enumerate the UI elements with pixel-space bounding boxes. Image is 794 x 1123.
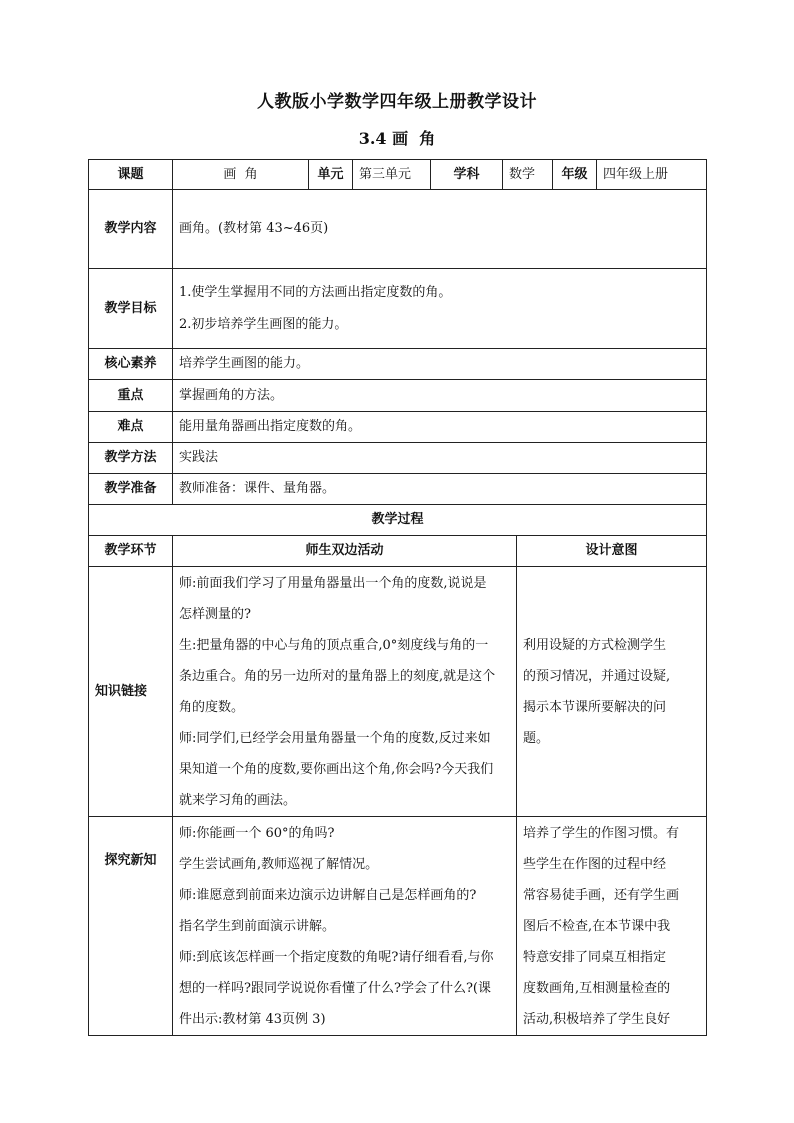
subject-label: 学科 <box>431 160 503 190</box>
competency-label: 核心素养 <box>89 349 173 380</box>
content-label: 教学内容 <box>89 190 173 269</box>
activity-line: 师:谁愿意到前面来边演示边讲解自己是怎样画角的? <box>179 887 477 903</box>
preparation-row <box>89 474 707 505</box>
process-section-title: 教学过程 <box>89 505 707 536</box>
activity-line: 果知道一个角的度数,要你画出这个角,你会吗?今天我们 <box>179 761 494 777</box>
difficulty-label: 难点 <box>89 412 173 443</box>
unit-value: 第三单元 <box>353 160 431 190</box>
activity-line: 条边重合。角的另一边所对的量角器上的刻度,就是这个 <box>179 668 496 684</box>
stage-intent <box>517 567 707 817</box>
activity-line: 件出示:教材第 43页例 3) <box>179 1011 326 1027</box>
method-label: 教学方法 <box>89 443 173 474</box>
content-row <box>89 190 707 269</box>
activity-line: 角的度数。 <box>179 699 245 715</box>
intent-header: 设计意图 <box>517 536 707 567</box>
objectives-value <box>173 269 707 349</box>
document-title: 人教版小学数学四年级上册教学设计 <box>257 92 537 112</box>
intent-line: 的预习情况，并通过设疑, <box>523 668 671 684</box>
stage-header: 教学环节 <box>89 536 173 567</box>
lesson-plan-table <box>88 159 707 1036</box>
stage-activity <box>173 567 517 817</box>
intent-line: 些学生在作图的过程中经 <box>523 856 667 872</box>
topic-label: 课题 <box>89 160 173 190</box>
stage-activity <box>173 817 517 1036</box>
difficulty-value: 能用量角器画出指定度数的角。 <box>173 412 707 443</box>
activity-line: 师:到底该怎样画一个指定度数的角呢?请仔细看看,与你 <box>179 949 494 965</box>
activity-line: 生:把量角器的中心与角的顶点重合,0°刻度线与角的一 <box>179 637 489 653</box>
key-point-label: 重点 <box>89 380 173 412</box>
activity-line: 怎样测量的? <box>179 606 251 622</box>
intent-line: 利用设疑的方式检测学生 <box>523 637 667 653</box>
difficulty-row <box>89 412 707 443</box>
stage-row-explore <box>89 817 707 1036</box>
competency-value: 培养学生画图的能力。 <box>173 349 707 380</box>
activity-line: 师:前面我们学习了用量角器量出一个角的度数,说说是 <box>179 575 487 591</box>
activity-line: 想的一样吗?跟同学说说你看懂了什么?学会了什么?(课 <box>179 980 491 996</box>
unit-label: 单元 <box>309 160 353 190</box>
objectives-label: 教学目标 <box>89 269 173 349</box>
intent-line: 常容易徒手画，还有学生画 <box>523 887 680 903</box>
competency-row <box>89 349 707 380</box>
objective-line: 2.初步培养学生画图的能力。 <box>179 316 348 332</box>
process-header-row <box>89 536 707 567</box>
topic-value: 画 角 <box>173 160 309 190</box>
grade-label: 年级 <box>553 160 597 190</box>
grade-value: 四年级上册 <box>597 160 707 190</box>
activity-line: 师:你能画一个 60°的角吗? <box>179 825 335 841</box>
objective-line: 1.使学生掌握用不同的方法画出指定度数的角。 <box>179 284 452 300</box>
activity-line: 学生尝试画角,教师巡视了解情况。 <box>179 856 379 872</box>
intent-line: 题。 <box>523 730 550 746</box>
activity-header: 师生双边活动 <box>173 536 517 567</box>
subject-value: 数学 <box>503 160 553 190</box>
key-point-row <box>89 380 707 412</box>
method-value: 实践法 <box>173 443 707 474</box>
intent-line: 揭示本节课所要解决的问 <box>523 699 667 715</box>
intent-line: 培养了学生的作图习惯。有 <box>523 825 680 841</box>
activity-line: 就来学习角的画法。 <box>179 792 297 808</box>
stage-intent <box>517 817 707 1036</box>
objectives-row <box>89 269 707 349</box>
activity-line: 指名学生到前面演示讲解。 <box>179 918 336 934</box>
content-value: 画角。(教材第 43~46页) <box>173 190 707 269</box>
preparation-label: 教学准备 <box>89 474 173 505</box>
info-row <box>89 160 707 190</box>
lesson-subtitle: 3.4 画 角 <box>358 129 436 148</box>
stage-name: 探究新知 <box>89 817 173 1036</box>
process-section-row <box>89 505 707 536</box>
intent-line: 度数画角,互相测量检查的 <box>523 980 671 996</box>
intent-line: 图后不检查,在本节课中我 <box>523 918 671 934</box>
method-row <box>89 443 707 474</box>
key-point-value: 掌握画角的方法。 <box>173 380 707 412</box>
intent-line: 活动,积极培养了学生良好 <box>523 1011 671 1027</box>
preparation-value: 教师准备：课件、量角器。 <box>173 474 707 505</box>
intent-line: 特意安排了同桌互相指定 <box>523 949 667 965</box>
stage-name: 知识链接 <box>89 567 173 817</box>
activity-line: 师:同学们,已经学会用量角器量一个角的度数,反过来如 <box>179 730 491 746</box>
stage-row-knowledge-link <box>89 567 707 817</box>
